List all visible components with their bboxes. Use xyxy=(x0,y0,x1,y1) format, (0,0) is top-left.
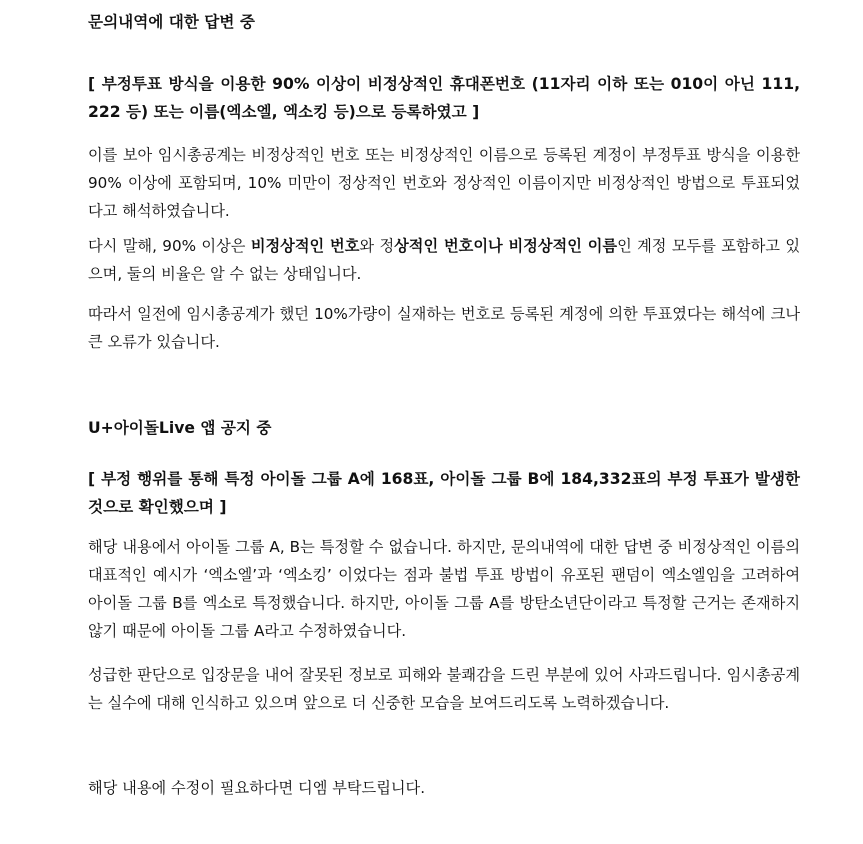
quoted-app-notice: [ 부정 행위를 통해 특정 아이돌 그룹 A에 168표, 아이돌 그룹 B에 184,332표의 부정 투표가 발생한 것으로 확인했으며 ] xyxy=(88,470,800,516)
text-segment: 다시 말해, 90% 이상은 xyxy=(88,237,251,255)
paragraph-apology: 성급한 판단으로 입장문을 내어 잘못된 정보로 피해와 불쾌감을 드린 부분에 있어 사과드립니다. 임시총공계는 실수에 대해 인식하고 있으며 앞으로 더 신중한 모습을 보여드리도록 노력하겠습니다. xyxy=(88,666,800,712)
section-heading-app-notice: U+아이돌Live 앱 공지 중 xyxy=(88,419,272,437)
quoted-inquiry-answer: [ 부정투표 방식을 이용한 90% 이상이 비정상적인 휴대폰번호 (11자리 이하 또는 010이 아닌 111, 222 등) 또는 이름(엑소엘, 엑소킹 등)으로 등록하였고 ] xyxy=(88,75,800,121)
bold-normal-number-abnormal-name: 상적인 번호이나 비정상적인 이름 xyxy=(394,237,618,255)
section-heading-inquiry-answer: 문의내역에 대한 답변 중 xyxy=(88,13,255,31)
paragraph-in-other-words xyxy=(88,232,800,288)
text-segment: 와 정 xyxy=(359,237,395,255)
text-segment: 인 계정 모두를 포함하고 있으며, 둘의 비율은 알 수 없는 상태입니다. xyxy=(88,237,800,283)
paragraph-interpretation: 이를 보아 임시총공계는 비정상적인 번호 또는 비정상적인 이름으로 등록된 계정이 부정투표 방식을 이용한 90% 이상에 포함되며, 10% 미만이 정상적인 번호와 정상적인 이름이지만 비정상적인 방법으로 투표되었다고 해석하였습니다. xyxy=(88,146,800,220)
paragraph-group-identification: 해당 내용에서 아이돌 그룹 A, B는 특정할 수 없습니다. 하지만, 문의내역에 대한 답변 중 비정상적인 이름의 대표적인 예시가 ‘엑소엘’과 ‘엑소킹’ 이었다는 점과 불법 투표 방법이 유포된 팬덤이 엑소엘임을 고려하여 아이돌 그룹 B를 엑소로 특정했습니다. 하지만, 아이돌 그룹 A를 방탄소년단이라고 특정할 근거는 존재하지 않기 때문에 아이돌 그룹 A라고 수정하였습니다. xyxy=(88,538,800,640)
document-body xyxy=(88,0,800,802)
paragraph-error-statement: 따라서 일전에 임시총공계가 했던 10%가량이 실재하는 번호로 등록된 계정에 의한 투표였다는 해석에 크나큰 오류가 있습니다. xyxy=(88,305,800,351)
bold-abnormal-number: 비정상적인 번호 xyxy=(250,237,360,255)
paragraph-dm-request: 해당 내용에 수정이 필요하다면 디엠 부탁드립니다. xyxy=(88,779,426,797)
